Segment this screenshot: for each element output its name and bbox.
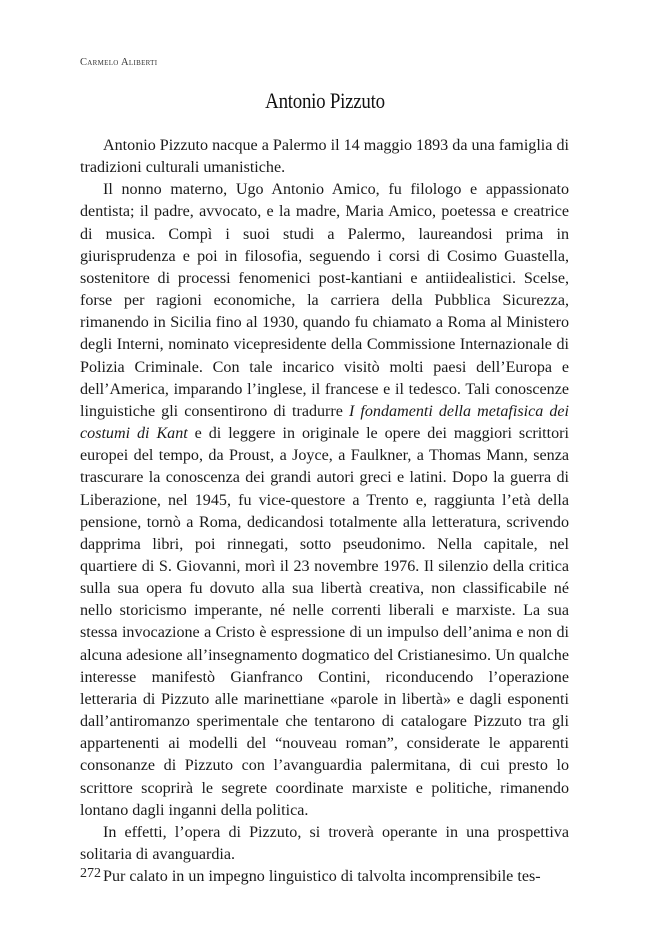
- running-head: Carmelo Aliberti: [80, 57, 158, 68]
- book-title-italic: I fondamenti della metafisica dei costumi di Kant: [80, 402, 570, 443]
- chapter-title: Antonio Pizzuto: [265, 88, 385, 113]
- paragraph-1: Antonio Pizzuto nacque a Palermo il 14 maggio 1893 da una famiglia di tradizioni culturali umanistiche.: [80, 137, 569, 177]
- paragraph-2-text-start: Il nonno materno, Ugo Antonio Amico, fu filologo e appassionato dentista; il padre, avvocato, e la madre, Maria Amico, poetessa e creatrice di musica. Compì i suoi studi a Palermo, laureandosi prima in giurisprudenza e poi in filosofia, seguendo i corsi di Cosimo Guastella, sostenitore di processi fenomenici post-kantiani e antiidealistici. Scelse, forse per ragioni economiche, la carriera della Pubblica Sicurezza, rimanendo in Sicilia fino al 1930, quando fu chiamato a Roma al Ministero degli Interni, nominato vicepresidente della Commissione Internazionale di Polizia Criminale. Con tale incarico visitò molti paesi dell’Europa e dell’America, imparando l’inglese, il francese e il tedesco. Tali conoscenze linguistiche gli consentirono di tradurre: [80, 181, 569, 420]
- body-text: [80, 135, 569, 888]
- page-number: 272: [80, 866, 101, 881]
- paragraph-3: In effetti, l’opera di Pizzuto, si troverà operante in una prospettiva solitaria di avanguardia.: [80, 823, 569, 863]
- paragraph-4: Pur calato in un impegno linguistico di talvolta incomprensibile tes-: [103, 868, 541, 886]
- paragraph-2: [80, 179, 569, 822]
- paragraph-2-text-end: e di leggere in originale le opere dei maggiori scrittori europei del tempo, da Proust, a Joyce, a Faulkner, a Thomas Mann, senza trascurare la conoscenza dei grandi autori greci e latini. Dopo la guerra di Liberazione, nel 1945, fu vice-questore a Trento e, raggiunta l’età della pensione, tornò a Roma, dedicandosi totalmente alla letteratura, scrivendo dapprima libri, poi rinnegati, sotto pseudonimo. Nella capitale, nel quartiere di S. Giovanni, morì il 23 novembre 1976. Il silenzio della critica sulla sua opera fu dovuto alla sua libertà creativa, non classificabile né nello storicismo imperante, né nelle correnti liberali e marxiste. La sua stessa invocazione a Cristo è espressione di un impulso dell’anima e non di alcuna adesione all’insegnamento dogmatico del Cristianesimo. Un qualche interesse manifestò Gianfranco Contini, riconducendo l’operazione letteraria di Pizzuto alle marinettiane «parole in libertà» e dagli esponenti dall’antiromanzo sperimentale che tentarono di catalogare Pizzuto tra gli appartenenti ai modelli del “nouveau roman”, considerate le apparenti consonanze di Pizzuto con l’avanguardia palermitana, di cui presto lo scrittore scoprirà le segrete coordinate marxiste e politiche, rimanendo lontano dagli inganni della politica.: [80, 425, 569, 819]
